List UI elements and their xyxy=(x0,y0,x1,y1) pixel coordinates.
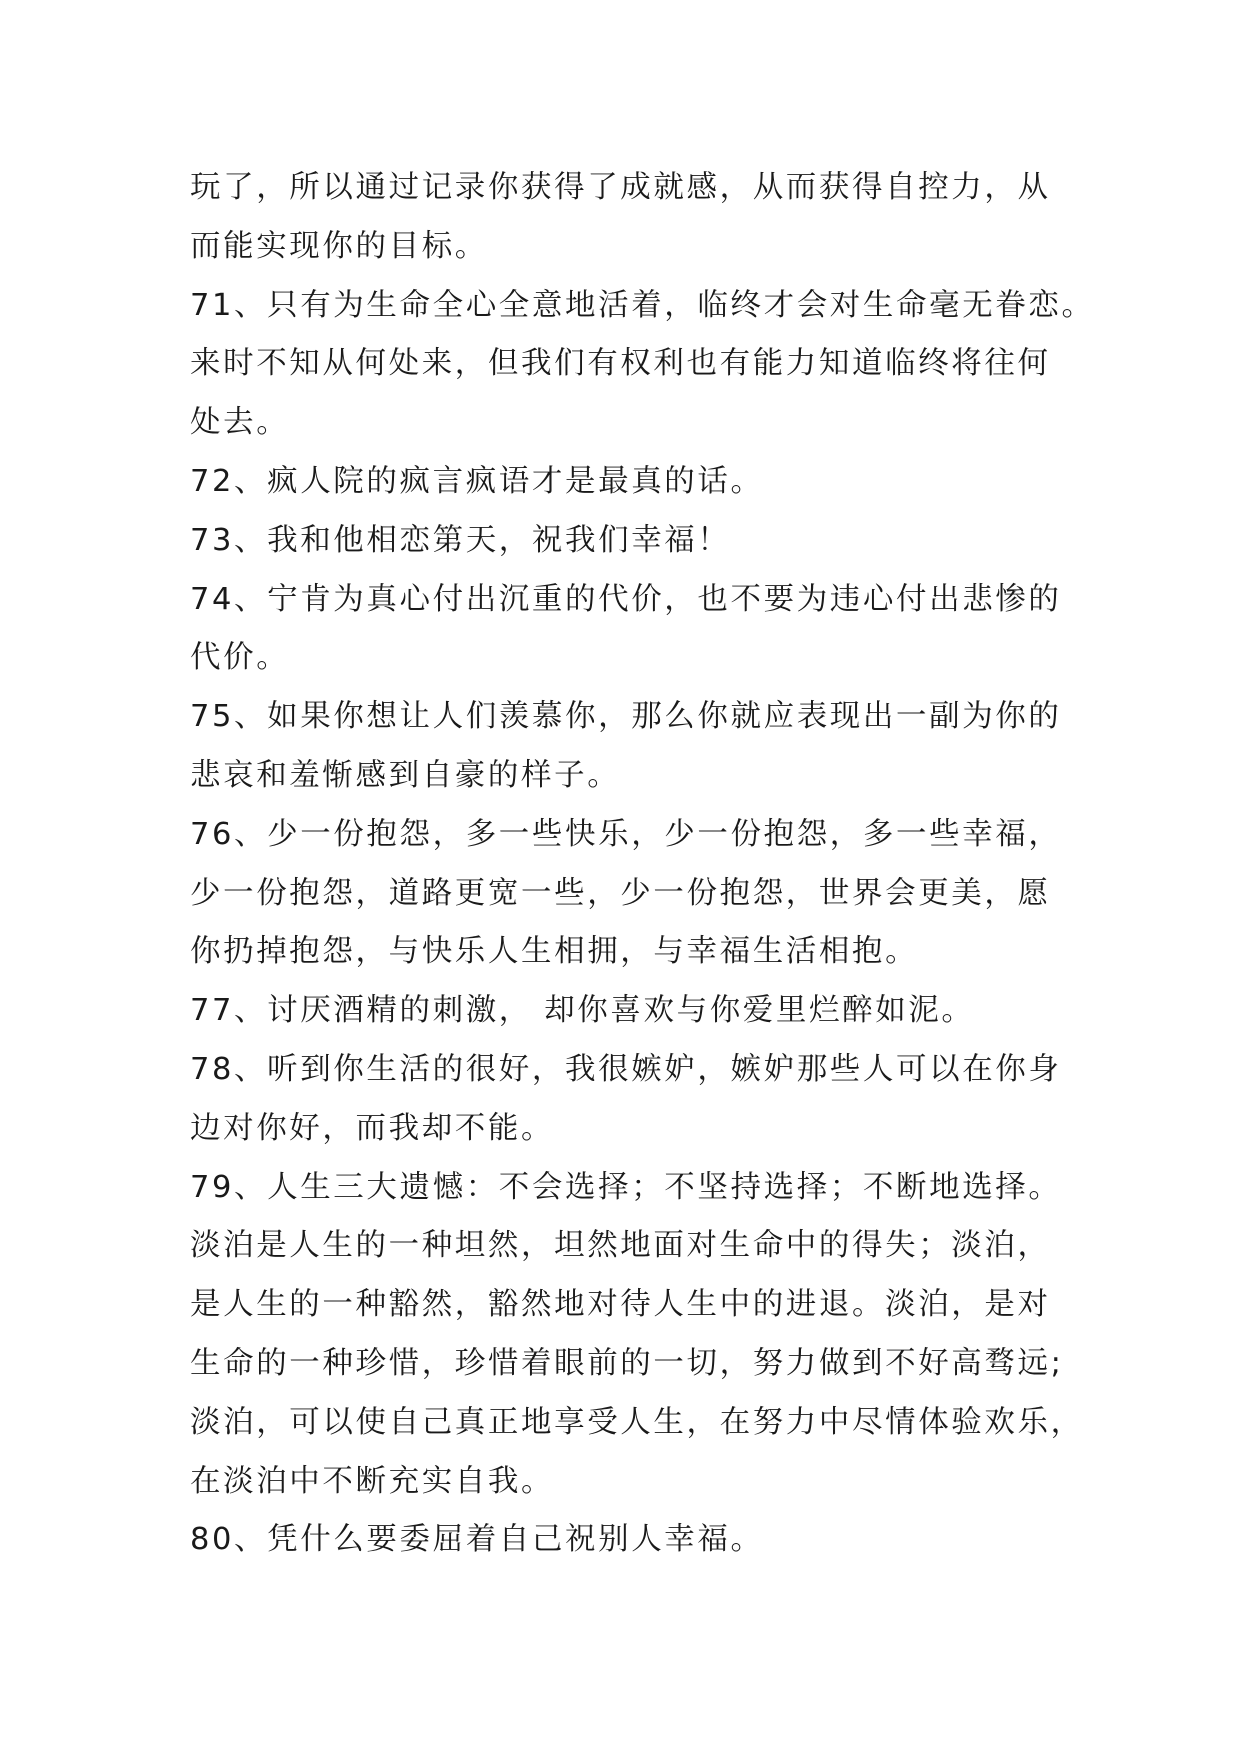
text-line: 边对你好，而我却不能。 xyxy=(190,1110,555,1146)
text-line: 淡泊是人生的一种坦然，坦然地面对生命中的得失；淡泊， xyxy=(190,1228,1051,1264)
text-line: 你扔掉抱怨，与快乐人生相拥，与幸福生活相抱。 xyxy=(190,934,919,970)
text-line: 淡泊，可以使自己真正地享受人生，在努力中尽情体验欢乐， xyxy=(190,1404,1084,1440)
text-line: 77、讨厌酒精的刺激， 却你喜欢与你爱里烂醉如泥。 xyxy=(190,993,975,1029)
text-line: 处去。 xyxy=(190,405,290,441)
text-line: 悲哀和羞惭感到自豪的样子。 xyxy=(190,757,621,793)
text-line: 玩了，所以通过记录你获得了成就感，从而获得自控力，从 xyxy=(190,170,1051,205)
text-line: 来时不知从何处来，但我们有权利也有能力知道临终将往何 xyxy=(190,346,1051,382)
text-line: 73、我和他相恋第天，祝我们幸福！ xyxy=(190,522,731,558)
text-line: 72、疯人院的疯言疯语才是最真的话。 xyxy=(190,463,764,499)
document-body xyxy=(190,159,1095,1570)
text-line: 而能实现你的目标。 xyxy=(190,228,488,264)
text-line: 78、听到你生活的很好，我很嫉妒，嫉妒那些人可以在你身 xyxy=(190,1051,1062,1087)
text-line: 是人生的一种豁然，豁然地对待人生中的进退。淡泊，是对 xyxy=(190,1287,1051,1323)
text-line: 在淡泊中不断充实自我。 xyxy=(190,1463,555,1499)
text-line: 生命的一种珍惜，珍惜着眼前的一切，努力做到不好高骛远; xyxy=(190,1345,1064,1381)
text-line: 74、宁肯为真心付出沉重的代价，也不要为违心付出悲惨的 xyxy=(190,581,1062,617)
text-line: 代价。 xyxy=(190,640,290,676)
text-line: 79、人生三大遗憾：不会选择；不坚持选择；不断地选择。 xyxy=(190,1169,1062,1205)
text-line: 80、凭什么要委屈着自己祝别人幸福。 xyxy=(190,1522,764,1558)
text-line: 71、只有为生命全心全意地活着，临终才会对生命毫无眷恋。 xyxy=(190,287,1095,323)
text-line: 76、少一份抱怨，多一些快乐，少一份抱怨，多一些幸福， xyxy=(190,816,1062,852)
text-line: 少一份抱怨，道路更宽一些，少一份抱怨，世界会更美，愿 xyxy=(190,875,1051,911)
text-line: 75、如果你想让人们羡慕你，那么你就应表现出一副为你的 xyxy=(190,699,1062,735)
